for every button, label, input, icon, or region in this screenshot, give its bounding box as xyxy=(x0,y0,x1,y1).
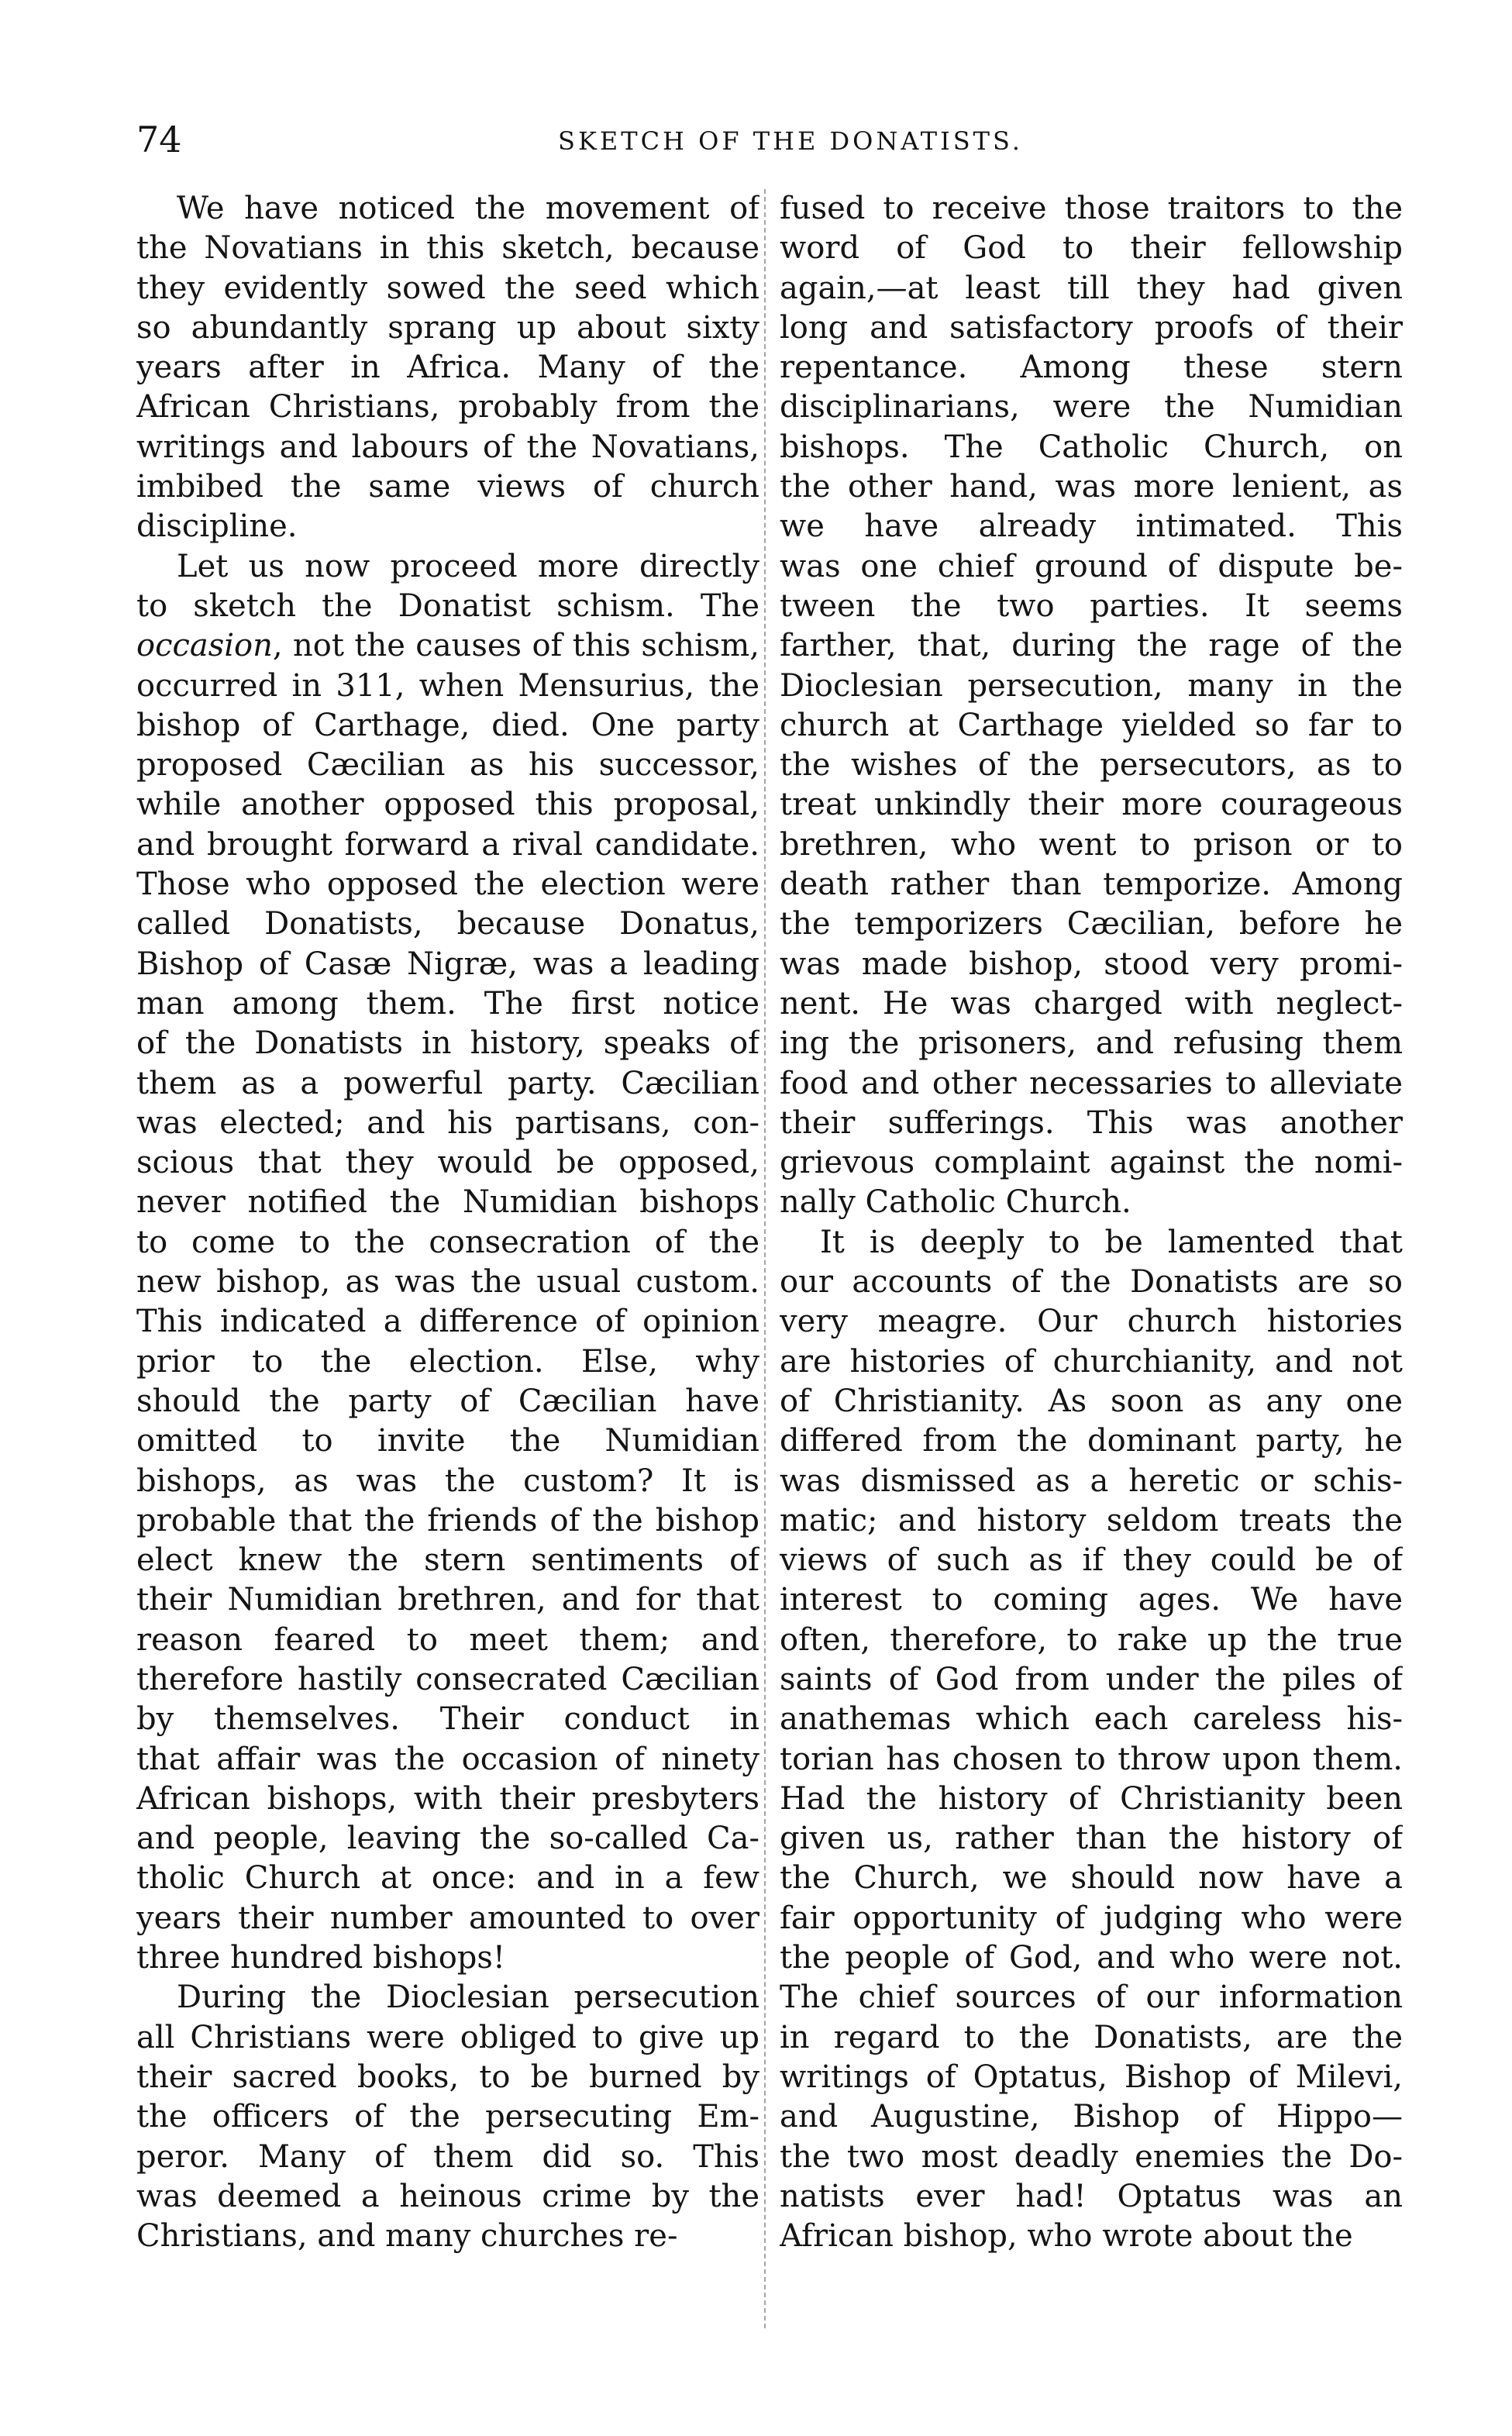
text-line: occasion, not the causes of this schism, xyxy=(136,628,759,664)
text-line: writings of Optatus, Bishop of Milevi, xyxy=(780,2059,1403,2095)
text-line: omitted to invite the Numidian xyxy=(136,1423,759,1459)
text-line: food and other necessaries to alleviate xyxy=(780,1065,1403,1101)
text-line: repentance. Among these stern xyxy=(780,350,1403,386)
text-line: was dismissed as a heretic or schis- xyxy=(780,1463,1403,1499)
text-line: word of God to their fellowship xyxy=(780,230,1403,267)
text-line: bishop of Carthage, died. One party xyxy=(136,707,759,743)
text-line: their sacred books, to be burned by xyxy=(136,2059,759,2095)
text-line: torian has chosen to throw upon them. xyxy=(780,1741,1403,1777)
left-column xyxy=(136,189,759,2256)
text-line: very meagre. Our church histories xyxy=(780,1304,1403,1340)
text-line: probable that the friends of the bishop xyxy=(136,1502,759,1538)
text-line: Dioclesian persecution, many in the xyxy=(780,667,1403,704)
text-line: nally Catholic Church. xyxy=(780,1184,1131,1221)
text-line: It is deeply to be lamented that xyxy=(820,1224,1403,1260)
text-line: saints of God from under the piles of xyxy=(780,1661,1403,1697)
text-line: long and satisfactory proofs of their xyxy=(780,309,1403,346)
text-line: writings and labours of the Novatians, xyxy=(136,429,759,465)
text-line: of the Donatists in history, speaks of xyxy=(136,1025,759,1062)
text-line: differed from the dominant party, he xyxy=(780,1423,1403,1459)
running-title: SKETCH OF THE DONATISTS. xyxy=(558,126,1023,156)
text-line: disciplinarians, were the Numidian xyxy=(780,389,1403,426)
text-line: tween the two parties. It seems xyxy=(780,587,1403,624)
text-line: never notified the Numidian bishops xyxy=(136,1184,759,1221)
text-line: Those who opposed the election were xyxy=(136,867,759,903)
text-line: We have noticed the movement of xyxy=(177,191,759,226)
text-line: our accounts of the Donatists are so xyxy=(780,1264,1403,1301)
text-line: matic; and history seldom treats the xyxy=(780,1502,1403,1538)
text-line: bishops. The Catholic Church, on xyxy=(780,429,1403,465)
text-line: Let us now proceed more directly xyxy=(177,548,759,584)
text-line: This indicated a difference of opinion xyxy=(136,1304,759,1340)
text-line: so abundantly sprang up about sixty xyxy=(136,309,759,346)
text-line: was elected; and his partisans, con- xyxy=(136,1104,759,1141)
text-line: The chief sources of our information xyxy=(780,1979,1403,2016)
text-line: peror. Many of them did so. This xyxy=(136,2138,759,2175)
paragraph xyxy=(780,189,1403,1223)
text-line: reason feared to meet them; and xyxy=(136,1621,759,1658)
text-line: Had the history of Christianity been xyxy=(780,1780,1403,1817)
text-line: African Christians, probably from the xyxy=(136,389,759,426)
text-line: was one chief ground of dispute be- xyxy=(780,548,1403,584)
text-line: all Christians were obliged to give up xyxy=(136,2019,759,2055)
text-line: three hundred bishops! xyxy=(136,1940,505,1976)
text-line: are histories of churchianity, and not xyxy=(780,1343,1403,1380)
text-line: tholic Church at once: and in a few xyxy=(136,1860,759,1897)
text-line: Christians, and many churches re- xyxy=(136,2218,678,2255)
text-line: often, therefore, to rake up the true xyxy=(780,1621,1403,1658)
text-line: fair opportunity of judging who were xyxy=(780,1900,1403,1936)
text-line: During the Dioclesian persecution xyxy=(177,1979,759,2016)
text-line: brethren, who went to prison or to xyxy=(780,826,1403,863)
text-line: the officers of the persecuting Em- xyxy=(136,2099,759,2135)
text-line: the Church, we should now have a xyxy=(780,1860,1403,1897)
text-line: occurred in 311, when Mensurius, the xyxy=(136,667,759,704)
text-line: we have already intimated. This xyxy=(780,508,1403,545)
text-line: and people, leaving the so-called Ca- xyxy=(136,1821,759,1857)
text-line: by themselves. Their conduct in xyxy=(136,1701,759,1738)
text-line: the Novatians in this sketch, because xyxy=(136,230,759,267)
text-line: of Christianity. As soon as any one xyxy=(780,1383,1403,1419)
text-line: their sufferings. This was another xyxy=(780,1104,1403,1141)
text-line: bishops, as was the custom? It is xyxy=(136,1463,759,1499)
text-line: African bishop, who wrote about the xyxy=(780,2218,1353,2255)
text-line: again,—at least till they had given xyxy=(780,270,1403,306)
text-line: years after in Africa. Many of the xyxy=(136,350,759,386)
text-line: was deemed a heinous crime by the xyxy=(136,2178,759,2214)
text-line: their Numidian brethren, and for that xyxy=(136,1582,759,1618)
text-line: views of such as if they could be of xyxy=(780,1542,1403,1579)
column-divider xyxy=(764,189,766,2328)
text-line: new bishop, as was the usual custom. xyxy=(136,1264,759,1301)
text-line: African bishops, with their presbyters xyxy=(136,1780,759,1817)
text-line: to sketch the Donatist schism. The xyxy=(136,587,759,624)
text-line: discipline. xyxy=(136,508,298,545)
text-line: interest to coming ages. We have xyxy=(780,1582,1403,1618)
text-line: fused to receive those traitors to the xyxy=(780,191,1403,226)
text-line: prior to the election. Else, why xyxy=(136,1343,759,1380)
text-line: farther, that, during the rage of the xyxy=(780,628,1403,664)
text-line: natists ever had! Optatus was an xyxy=(780,2178,1403,2214)
text-line: proposed Cæcilian as his successor, xyxy=(136,747,759,784)
text-line: them as a powerful party. Cæcilian xyxy=(136,1065,759,1101)
running-head xyxy=(136,116,1398,171)
text-line: should the party of Cæcilian have xyxy=(136,1383,759,1419)
paragraph xyxy=(136,547,759,1979)
text-line: the two most deadly enemies the Do- xyxy=(780,2138,1403,2175)
text-line: imbibed the same views of church xyxy=(136,469,759,505)
text-line: given us, rather than the history of xyxy=(780,1821,1403,1857)
text-line: nent. He was charged with neglect- xyxy=(780,985,1403,1022)
page-number: 74 xyxy=(136,119,182,160)
paragraph xyxy=(780,1223,1403,2257)
paragraph xyxy=(136,1978,759,2256)
text-line: that affair was the occasion of ninety xyxy=(136,1741,759,1777)
text-line: therefore hastily consecrated Cæcilian xyxy=(136,1661,759,1697)
text-line: scious that they would be opposed, xyxy=(136,1145,759,1181)
text-line: years their number amounted to over xyxy=(136,1900,759,1936)
text-line: treat unkindly their more courageous xyxy=(780,787,1403,823)
text-line: the wishes of the persecutors, as to xyxy=(780,747,1403,784)
text-line: was made bishop, stood very promi- xyxy=(780,946,1403,982)
text-line: ing the prisoners, and refusing them xyxy=(780,1025,1403,1062)
text-line: and Augustine, Bishop of Hippo— xyxy=(780,2099,1403,2135)
text-line: man among them. The first notice xyxy=(136,985,759,1022)
text-line: anathemas which each careless his- xyxy=(780,1701,1403,1738)
text-line: Bishop of Casæ Nigræ, was a leading xyxy=(136,946,759,982)
text-line: death rather than temporize. Among xyxy=(780,867,1403,903)
text-line: elect knew the stern sentiments of xyxy=(136,1542,759,1579)
text-line: and brought forward a rival candidate. xyxy=(136,826,759,863)
text-line: called Donatists, because Donatus, xyxy=(136,906,759,942)
text-line: the people of God, and who were not. xyxy=(780,1940,1403,1976)
text-line: the temporizers Cæcilian, before he xyxy=(780,906,1403,942)
text-line: they evidently sowed the seed which xyxy=(136,270,759,306)
text-line: grievous complaint against the nomi- xyxy=(780,1145,1403,1181)
text-line: the other hand, was more lenient, as xyxy=(780,469,1403,505)
text-line: to come to the consecration of the xyxy=(136,1224,759,1260)
right-column xyxy=(780,189,1403,2256)
paragraph xyxy=(136,189,759,547)
text-line: in regard to the Donatists, are the xyxy=(780,2019,1403,2055)
text-line: church at Carthage yielded so far to xyxy=(780,707,1403,743)
text-line: while another opposed this proposal, xyxy=(136,787,759,823)
